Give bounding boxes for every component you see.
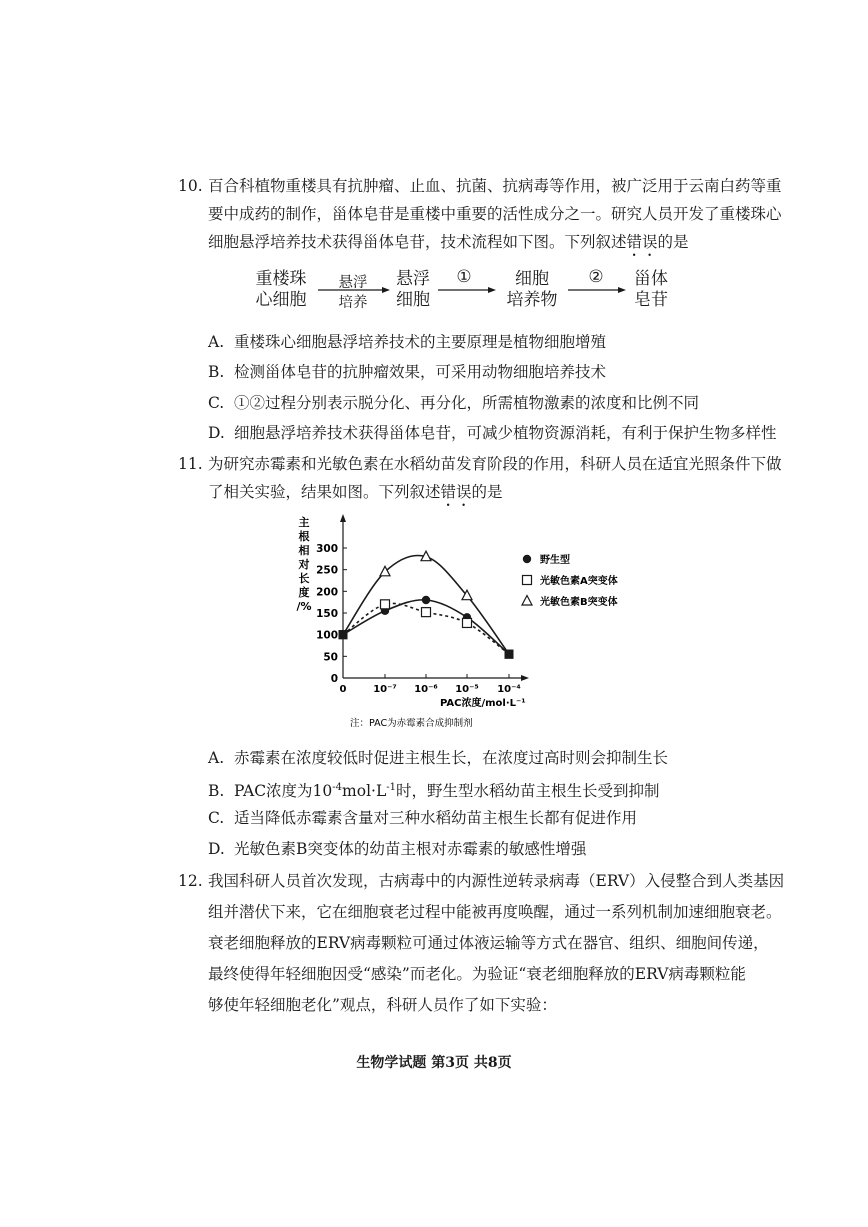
y-tick-label: 50 <box>323 651 338 664</box>
question-text: 百合科植物重楼具有抗肿瘤、止血、抗菌、抗病毒等作用，被广泛用于云南白药等重 <box>208 177 782 195</box>
option-b: B. PAC浓度为$10^{-4}mol\cdot L^{-1}$时，野生型水稻幼苗主根生长受到抑制 <box>208 782 660 801</box>
series-square <box>339 600 514 659</box>
y-label-char: 对 <box>298 558 310 571</box>
y-tick-label: 0 <box>330 673 338 685</box>
data-point <box>523 555 531 563</box>
y-axis-label <box>296 515 311 613</box>
arrow-label-bottom: 培养 <box>338 295 368 311</box>
y-tick-label: 200 <box>316 586 338 599</box>
question-number: 11. <box>178 455 203 473</box>
y-tick-label: 250 <box>316 564 338 577</box>
line-chart <box>290 508 650 733</box>
data-point <box>339 630 348 639</box>
option-c: C. ①②过程分别表示脱分化、再分化，所需植物激素的浓度和比例不同 <box>208 394 700 412</box>
question-text: 够使年轻细胞老化”观点，科研人员作了如下实验： <box>208 996 557 1014</box>
data-point <box>522 596 532 606</box>
x-axis-arrow <box>521 675 529 681</box>
option-d: D. 光敏色素B突变体的幼苗主根对赤霉素的敏感性增强 <box>208 840 587 858</box>
x-tick-label: 10⁻⁶ <box>414 684 438 695</box>
question-11 <box>178 450 782 510</box>
question-text: 为研究赤霉素和光敏色素在水稻幼苗发育阶段的作用，科研人员在适宜光照条件下做 <box>208 455 782 473</box>
question-12 <box>178 866 785 1021</box>
arrow-3 <box>566 285 628 295</box>
data-point <box>381 600 390 609</box>
legend-label: 光敏色素A突变体 <box>540 576 618 587</box>
y-ticks <box>316 543 347 685</box>
x-tick-label: 0 <box>339 684 347 695</box>
question-text: 了相关实验，结果如图。下列叙述 <box>208 483 441 501</box>
question-number: 10. <box>178 177 203 195</box>
x-tick-label: 10⁻⁴ <box>497 684 521 695</box>
y-label-char: 根 <box>298 530 310 543</box>
step-1-label: ① <box>456 267 472 287</box>
question-10 <box>178 172 782 260</box>
chart-series <box>339 551 514 659</box>
option-a: A. 赤霉素在浓度较低时促进主根生长，在浓度过高时则会抑制生长 <box>208 749 669 767</box>
option-d: D. 细胞悬浮培养技术获得甾体皂苷，可减少植物资源消耗，有利于保护生物多样性 <box>208 424 777 442</box>
chart-legend <box>522 553 618 608</box>
step-2-label: ② <box>588 267 604 287</box>
x-axis-label: PAC浓度/mol·L⁻¹ <box>440 698 526 709</box>
emphasis-text: 错误 <box>626 233 658 251</box>
question-text: 的是 <box>471 483 503 501</box>
question-text: 要中成药的制作，甾体皂苷是重楼中重要的活性成分之一。研究人员开发了重楼珠心 <box>208 205 782 223</box>
data-point <box>505 650 514 659</box>
flow-node-suspension-cells: 悬浮 细胞 <box>396 269 430 310</box>
question-text: 组并潜伏下来，它在细胞衰老过程中能被再度唤醒，通过一系列机制加速细胞衰老。 <box>208 903 782 921</box>
legend-item <box>523 553 570 566</box>
chart-note: 注：PAC为赤霉素合成抑制剂 <box>350 718 473 729</box>
option-a: A. 重楼珠心细胞悬浮培养技术的主要原理是植物细胞增殖 <box>208 333 607 351</box>
y-label-char: /% <box>296 600 312 613</box>
question-text: 衰老细胞释放的ERV病毒颗粒可通过体液运输等方式在器官、组织、细胞间传递， <box>208 934 769 952</box>
y-tick-label: 300 <box>316 543 338 555</box>
legend-item <box>522 595 618 608</box>
process-flow-diagram <box>250 265 680 325</box>
flow-node-culture: 细胞 培养物 <box>506 269 558 310</box>
page-footer: 生物学试题 第3页 共8页 <box>356 1055 512 1071</box>
y-label-char: 主 <box>298 516 310 529</box>
y-tick-label: 100 <box>316 629 338 642</box>
flow-node-product: 甾体 皂苷 <box>634 269 668 310</box>
question-text: 最终使得年轻细胞因受“感染”而老化。为验证“衰老细胞释放的ERV病毒颗粒能 <box>208 965 746 983</box>
arrow-2 <box>436 285 498 295</box>
option-b: B. 检测甾体皂苷的抗肿瘤效果，可采用动物细胞培养技术 <box>208 363 607 381</box>
option-c: C. 适当降低赤霉素含量对三种水稻幼苗主根生长都有促进作用 <box>208 809 638 827</box>
y-label-char: 长 <box>298 572 310 585</box>
data-point <box>422 608 431 617</box>
arrow-1 <box>316 285 392 295</box>
series-triangle <box>339 551 514 659</box>
question-text: 细胞悬浮培养技术获得甾体皂苷，技术流程如下图。下列叙述 <box>208 233 627 251</box>
legend-label: 野生型 <box>540 555 570 566</box>
legend-label: 光敏色素B突变体 <box>540 597 618 608</box>
question-text: 的是 <box>657 233 689 251</box>
y-axis-arrow <box>340 514 346 522</box>
x-tick-label: 10⁻⁵ <box>455 684 479 695</box>
series-circle <box>339 596 514 659</box>
data-point <box>523 576 532 585</box>
emphasis-text: 错误 <box>440 483 472 501</box>
chart-axes <box>340 514 529 681</box>
y-label-char: 相 <box>298 544 310 557</box>
data-point <box>463 618 472 627</box>
data-point <box>422 596 430 604</box>
series-line <box>343 555 509 654</box>
legend-item <box>523 574 618 587</box>
y-tick-label: 150 <box>316 608 338 620</box>
flow-node-start: 重楼珠 心细胞 <box>255 269 307 310</box>
question-text: 我国科研人员首次发现，古病毒中的内源性逆转录病毒（ERV）入侵整合到人类基因 <box>208 872 785 890</box>
x-ticks <box>340 674 521 695</box>
y-label-char: 度 <box>298 586 310 599</box>
question-number: 12. <box>178 872 203 890</box>
x-tick-label: 10⁻⁷ <box>373 684 397 695</box>
arrow-label-top: 悬浮 <box>338 275 368 291</box>
